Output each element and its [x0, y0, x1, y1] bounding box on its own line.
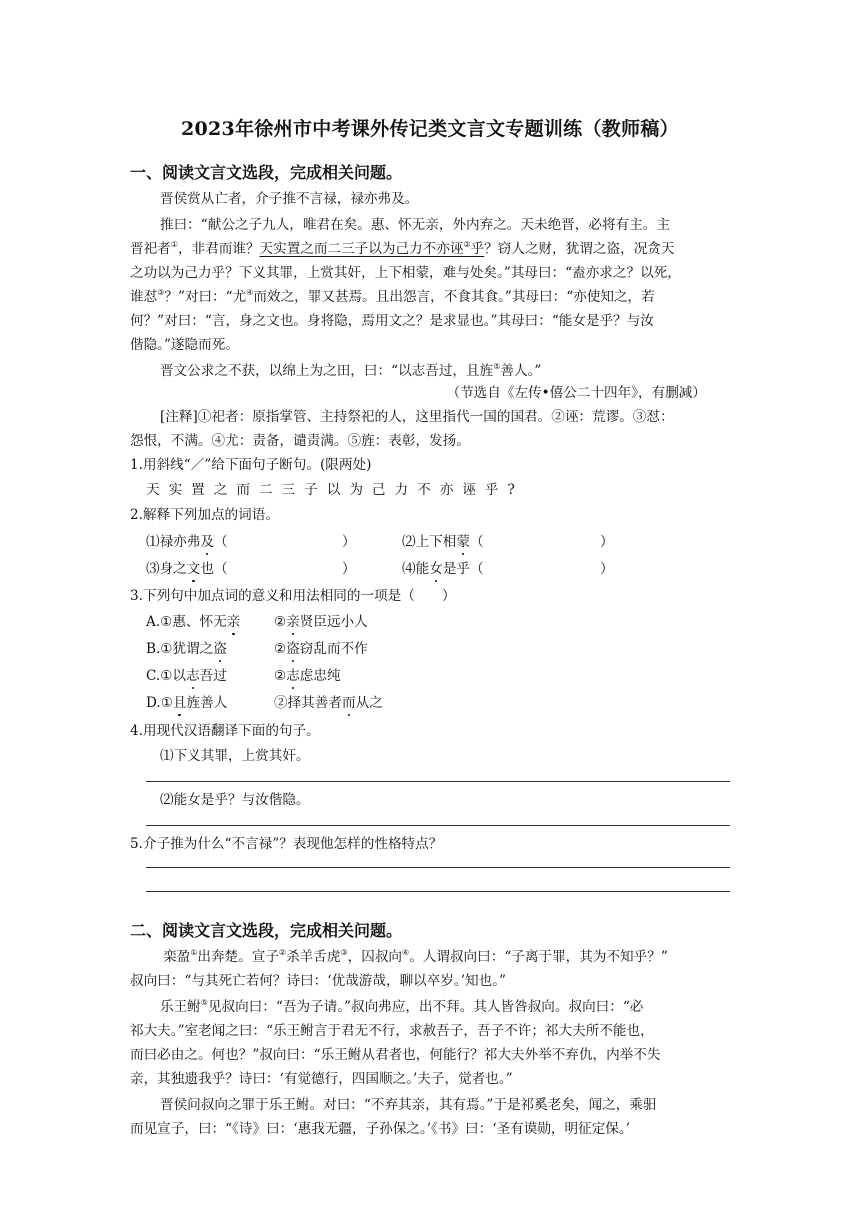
question-5: 5.介子推为什么“不言禄”？表现他怎样的性格特点？: [130, 836, 443, 852]
q2-item-4: ⑷能女是乎（ ）: [402, 561, 614, 577]
question-1-sentence: 天实置之而二三子以为己力不亦诬乎?: [146, 482, 524, 498]
passage2-line: 而曰必由之。何也？”叔向曰：“乐王鲋从君者也，何能行？祁大夫外举不弃仇，内举不失: [130, 1047, 661, 1063]
question-1: 1.用斜线“／”给下面句子断句。(限两处): [130, 457, 372, 473]
q3-option-b: B.①犹谓之盗 ②盗窃乱而不作: [146, 641, 368, 657]
passage2-line: 而见宣子，曰：“《诗》曰：‘惠我无疆，子孙保之。’《书》曰：‘圣有谟勋，明征定保。’: [130, 1121, 630, 1137]
answer-line: [146, 867, 730, 868]
q4-item-1: ⑴下义其罪，上赏其奸。: [160, 748, 310, 764]
q3-option-d: D.①且旌善人 ②择其善者而从之: [146, 695, 383, 711]
answer-line: [146, 891, 730, 892]
passage1-line: 偕隐。”遂隐而死。: [130, 337, 239, 353]
passage1-line: 谁怼③？”对曰：“尤④而效之，罪又甚焉。且出怨言，不食其食。”其母曰：“亦使知之，若: [130, 288, 655, 305]
passage2-line: 亲，其独遗我乎？诗曰：‘有觉德行，四国顺之。’夫子，觉者也。”: [130, 1071, 513, 1087]
passage1-line: 晋文公求之不获，以绵上为之田，曰：“以志吾过，且旌⑤善人。”: [160, 362, 542, 379]
passage2-line: 晋侯问叔向之罪于乐王鲋。对曰：“不弃其亲，其有焉。”于是祁奚老矣，闻之，乘驲: [160, 1097, 657, 1113]
passage2-line: 栾盈①出奔楚。宣子②杀羊舌虎③，囚叔向④。人谓叔向曰：“子离于罪，其为不知乎？”: [163, 948, 668, 965]
q2-item-3: ⑶身之文也（ ）: [146, 561, 356, 577]
annotation-line: 怨恨，不满。④尤：责备，谴责满。⑤旌：表彰，发扬。: [130, 433, 470, 449]
answer-line: [146, 781, 730, 782]
annotation-line: [注释]①祀者：原指掌管、主持祭祀的人，这里指代一国的国君。②诬：荒谬。③怼：: [160, 409, 674, 425]
passage2-line: 乐王鲋⑤见叔向曰：“吾为子请。”叔向弗应，出不拜。其人皆咎叔向。叔向曰：“必: [160, 998, 644, 1015]
source-citation: （节选自《左传•僖公二十四年》，有删减）: [446, 385, 706, 401]
passage1-line: 推曰：“献公之子九人，唯君在矣。惠、怀无亲，外内弃之。天未绝晋，必将有主。主: [160, 217, 670, 233]
page-title: 2023年徐州市中考课外传记类文言文专题训练（教师稿）: [181, 118, 679, 140]
passage1-line: 何？”对曰：“言，身之文也。身将隐，焉用文之？是求显也。”其母曰：“能女是乎？与汝: [130, 313, 654, 329]
q3-option-a: A.①惠、怀无亲 ②亲贤臣远小人: [146, 614, 368, 630]
section2-heading: 二、阅读文言文选段，完成相关问题。: [130, 921, 403, 940]
q2-item-1: ⑴禄亦弗及（ ）: [146, 534, 356, 550]
passage1-line: 之功以为己力乎？下义其罪，上赏其奸，上下相蒙，难与处矣。”其母曰：“盍亦求之？以死，: [130, 265, 681, 281]
q2-item-2: ⑵上下相蒙（ ）: [402, 534, 614, 550]
underlined-sentence: 天实置之而二三子以为己力不亦诬②乎: [259, 240, 485, 257]
question-2: 2.解释下列加点的词语。: [130, 507, 279, 523]
q4-item-2: ⑵能女是乎？与汝偕隐。: [160, 792, 310, 808]
question-4: 4.用现代汉语翻译下面的句子。: [130, 723, 320, 739]
passage1-line: 晋祀者①，非君而谁？天实置之而二三子以为己力不亦诬②乎？窃人之财，犹谓之盗，况贪天: [130, 240, 675, 257]
passage2-line: 祁大夫。”室老闻之曰：“乐王鲋言于君无不行，求赦吾子，吾子不许；祁大夫所不能也，: [130, 1023, 654, 1039]
question-3: 3.下列句中加点词的意义和用法相同的一项是（ ）: [130, 588, 456, 604]
passage1-paragraph1: 晋侯赏从亡者，介子推不言禄，禄亦弗及。: [160, 191, 419, 207]
section1-heading: 一、阅读文言文选段，完成相关问题。: [130, 163, 403, 182]
answer-line: [146, 825, 730, 826]
passage2-line: 叔向曰：“与其死亡若何？诗曰：‘优哉游哉，聊以卒岁。’知也。”: [130, 973, 506, 989]
q3-option-c: C.①以志吾过 ②志虑忠纯: [146, 668, 341, 684]
